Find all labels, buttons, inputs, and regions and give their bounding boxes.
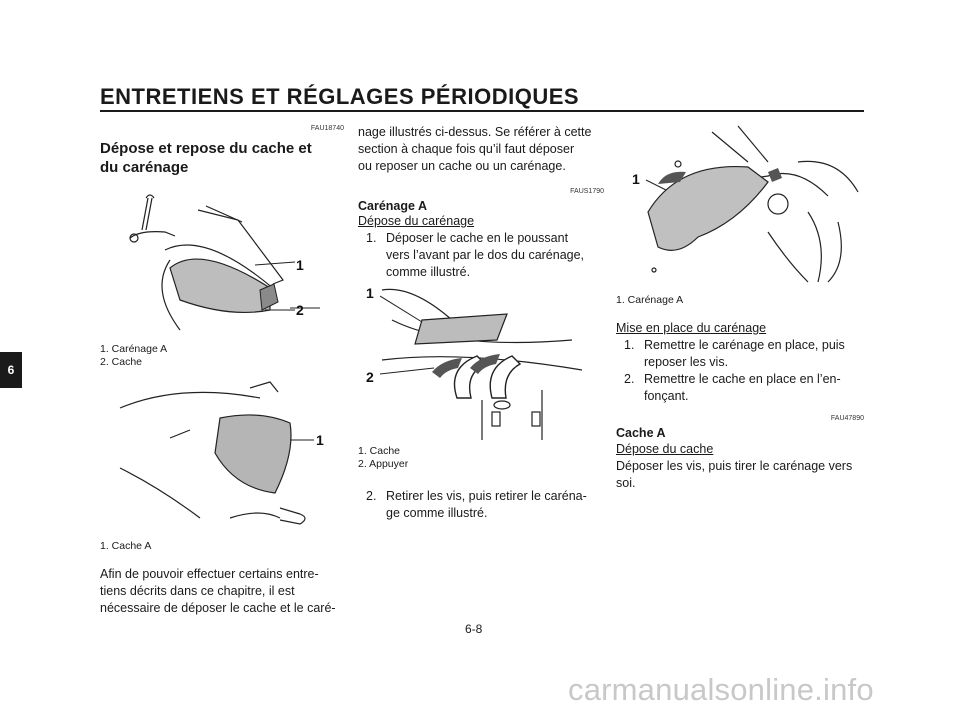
section-heading-line2: du carénage (100, 159, 189, 176)
fig1-label-1: 1 (296, 257, 304, 273)
fig3-caption-2: 2. Appuyer (358, 458, 409, 470)
step-2 (624, 371, 864, 405)
page-number: 6-8 (465, 622, 483, 636)
intro-line2: tiens décrits dans ce chapitre, il est (100, 584, 295, 598)
step-number: 2. (624, 372, 635, 386)
fig3-label-1: 1 (366, 285, 374, 301)
step2-line2: ge comme illustré. (386, 506, 488, 520)
ref-code: FAU18740 (310, 125, 344, 132)
intro-continued (358, 124, 604, 175)
figure-carenage-a-illustration (618, 122, 864, 287)
section-heading (100, 139, 350, 177)
step-2 (366, 488, 604, 522)
step2-line1: Retirer les vis, puis retirer le caréna- (386, 489, 587, 503)
step1-line1: Remettre le carénage en place, puis (644, 338, 845, 352)
fig4-caption: 1. Carénage A (616, 294, 684, 306)
section-heading-line1: Dépose et repose du cache et (100, 140, 312, 157)
subheading-cache-a: Cache A (616, 426, 666, 440)
fig3-label-2: 2 (366, 369, 374, 385)
figure-cache-a-illustration (110, 378, 340, 528)
step1-line2: vers l’avant par le dos du carénage, (386, 248, 585, 262)
step1-line1: Déposer le cache en le poussant (386, 231, 569, 245)
fig4-label-1: 1 (632, 171, 640, 187)
step1-line2: reposer les vis. (644, 355, 729, 369)
step2-line1: Remettre le cache en place en l’en- (644, 372, 841, 386)
step-number: 2. (366, 489, 377, 503)
ref-code: FAU47890 (830, 415, 864, 422)
fig1-caption-2: 2. Cache (100, 356, 143, 368)
cache-paragraph (616, 458, 864, 492)
intro-line1: Afin de pouvoir effectuer certains entre- (100, 567, 319, 581)
fig1-caption-1: 1. Carénage A (100, 343, 168, 355)
cache-line2: soi. (616, 476, 636, 490)
fig3-caption-1: 1. Cache (358, 445, 401, 457)
step-1 (624, 337, 864, 371)
intro-paragraph (100, 566, 350, 617)
step1-line3: comme illustré. (386, 265, 471, 279)
step2-line2: fonçant. (644, 389, 689, 403)
subheading-carenage-a: Carénage A (358, 199, 428, 213)
chapter-tab: 6 (0, 352, 22, 388)
fig1-caption (100, 343, 167, 369)
watermark: carmanualsonline.info (568, 672, 874, 707)
underline-mise-en-place: Mise en place du carénage (616, 321, 767, 335)
ref-code: FAUS1790 (570, 188, 604, 195)
step-number: 1. (624, 338, 635, 352)
fig3-caption (358, 445, 408, 471)
intro-cont-line2: section à chaque fois qu’il faut déposer (358, 142, 575, 156)
cache-line1: Déposer les vis, puis tirer le carénage vers (616, 459, 853, 473)
fig2-label-1: 1 (316, 432, 324, 448)
step-1 (366, 230, 604, 281)
intro-cont-line1: nage illustrés ci-dessus. Se référer à cette (358, 125, 592, 139)
chapter-title: ENTRETIENS ET RÉGLAGES PÉRIODIQUES (100, 84, 580, 109)
figure-push-cover-illustration (362, 280, 608, 440)
underline-depose-cache: Dépose du cache (616, 442, 714, 456)
intro-cont-line3: ou reposer un cache ou un carénage. (358, 159, 566, 173)
step-number: 1. (366, 231, 377, 245)
header-rule (100, 110, 864, 112)
fig2-caption: 1. Cache A (100, 540, 152, 552)
underline-depose-carenage: Dépose du carénage (358, 214, 475, 228)
figure-fairing-illustration (110, 190, 320, 340)
fig1-label-2: 2 (296, 302, 304, 318)
intro-line3: nécessaire de déposer le cache et le caré- (100, 601, 336, 615)
